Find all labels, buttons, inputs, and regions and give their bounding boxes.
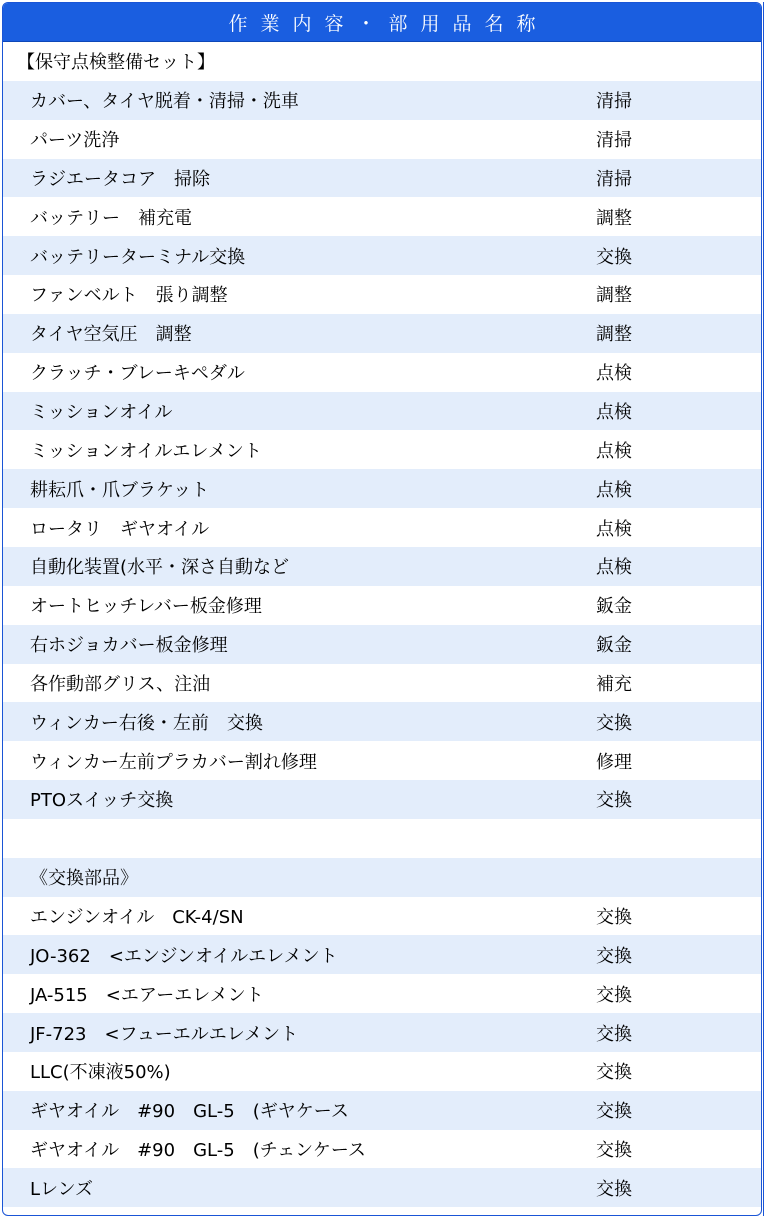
section-row [3, 42, 761, 81]
table-row [3, 858, 761, 897]
table-row [3, 1013, 761, 1052]
table-row [3, 547, 761, 586]
table-row [3, 508, 761, 547]
item-name: 右ホジョカバー板金修理 [30, 635, 228, 657]
table-row [3, 81, 761, 120]
item-action: 交換 [596, 246, 632, 268]
header-title: 作業内容・部用品名称 [228, 12, 549, 35]
item-action: 点検 [596, 479, 632, 501]
table-row [3, 469, 761, 508]
item-action: 交換 [596, 945, 632, 967]
item-name: PTOスイッチ交換 [30, 790, 174, 812]
item-name: 自動化装置(水平・深さ自動など [30, 557, 290, 579]
item-action: 交換 [596, 984, 632, 1006]
item-name: ウィンカー右後・左前 交換 [30, 712, 263, 734]
item-action: 点検 [596, 402, 632, 424]
item-name: Lレンズ [30, 1178, 94, 1200]
item-action: 交換 [596, 1178, 632, 1200]
item-action: 修理 [596, 751, 632, 773]
item-name: バッテリー 補充電 [30, 207, 192, 229]
item-name: JA-515 <エアーエレメント [30, 984, 264, 1006]
table-row [3, 1168, 761, 1207]
table-row [3, 586, 761, 625]
item-name: カバー、タイヤ脱着・清掃・洗車 [30, 91, 299, 113]
item-name: ラジエータコア 掃除 [30, 168, 210, 190]
table-row [3, 430, 761, 469]
item-action: 交換 [596, 712, 632, 734]
item-name: ロータリ ギヤオイル [30, 518, 210, 540]
item-action: 点検 [596, 440, 632, 462]
table-row [3, 1052, 761, 1091]
item-action: 清掃 [596, 91, 632, 113]
item-name: バッテリーターミナル交換 [30, 246, 246, 268]
blank-row [3, 819, 761, 858]
item-action: 調整 [596, 207, 632, 229]
table-row [3, 275, 761, 314]
item-name: ギヤオイル #90 GL-5 (チェンケース [30, 1140, 366, 1162]
table-row [3, 664, 761, 703]
item-name: LLC(不凍液50%) [30, 1062, 171, 1084]
item-name: パーツ洗浄 [30, 130, 120, 152]
table-row [3, 780, 761, 819]
table-row [3, 1091, 761, 1130]
item-action: 点検 [596, 363, 632, 385]
item-name: ミッションオイルエレメント [30, 440, 262, 462]
table-row [3, 625, 761, 664]
table-row [3, 159, 761, 198]
item-name: JF-723 <フューエルエレメント [30, 1023, 299, 1045]
table-row [3, 197, 761, 236]
item-name: ギヤオイル #90 GL-5 (ギヤケース [30, 1101, 349, 1123]
item-action: 交換 [596, 1140, 632, 1162]
item-action: 調整 [596, 324, 632, 346]
work-items-table [2, 2, 762, 1216]
item-name: エンジンオイル CK-4/SN [30, 906, 244, 928]
item-name: ファンベルト 張り調整 [30, 285, 228, 307]
section-title: 【保守点検整備セット】 [17, 52, 215, 74]
item-action: 交換 [596, 906, 632, 928]
item-action: 鈑金 [596, 596, 632, 618]
item-action: 点検 [596, 557, 632, 579]
item-action: 清掃 [596, 130, 632, 152]
table-row [3, 353, 761, 392]
table-row [3, 741, 761, 780]
table-row [3, 120, 761, 159]
table-row [3, 897, 761, 936]
item-action: 交換 [596, 1023, 632, 1045]
item-name: タイヤ空気圧 調整 [30, 324, 192, 346]
item-name: クラッチ・ブレーキペダル [30, 363, 245, 385]
right-border [763, 2, 768, 1216]
table-row [3, 236, 761, 275]
item-action: 点検 [596, 518, 632, 540]
item-name: 耕耘爪・爪ブラケット [30, 479, 210, 501]
item-name: ウィンカー左前プラカバー割れ修理 [30, 751, 317, 773]
table-row [3, 702, 761, 741]
item-action: 補充 [596, 673, 632, 695]
table-row [3, 1130, 761, 1169]
table-body [3, 42, 761, 1207]
item-name: ミッションオイル [30, 402, 173, 424]
item-name: オートヒッチレバー板金修理 [30, 596, 262, 618]
item-action: 清掃 [596, 168, 632, 190]
table-row [3, 974, 761, 1013]
item-action: 鈑金 [596, 635, 632, 657]
table-row [3, 935, 761, 974]
item-name: JO-362 <エンジンオイルエレメント [30, 945, 338, 967]
item-action: 交換 [596, 790, 632, 812]
item-name: 《交換部品》 [30, 868, 138, 890]
item-action: 交換 [596, 1101, 632, 1123]
item-action: 交換 [596, 1062, 632, 1084]
table-row [3, 314, 761, 353]
table-row [3, 392, 761, 431]
item-action: 調整 [596, 285, 632, 307]
item-name: 各作動部グリス、注油 [30, 673, 211, 695]
table-header [3, 3, 761, 42]
